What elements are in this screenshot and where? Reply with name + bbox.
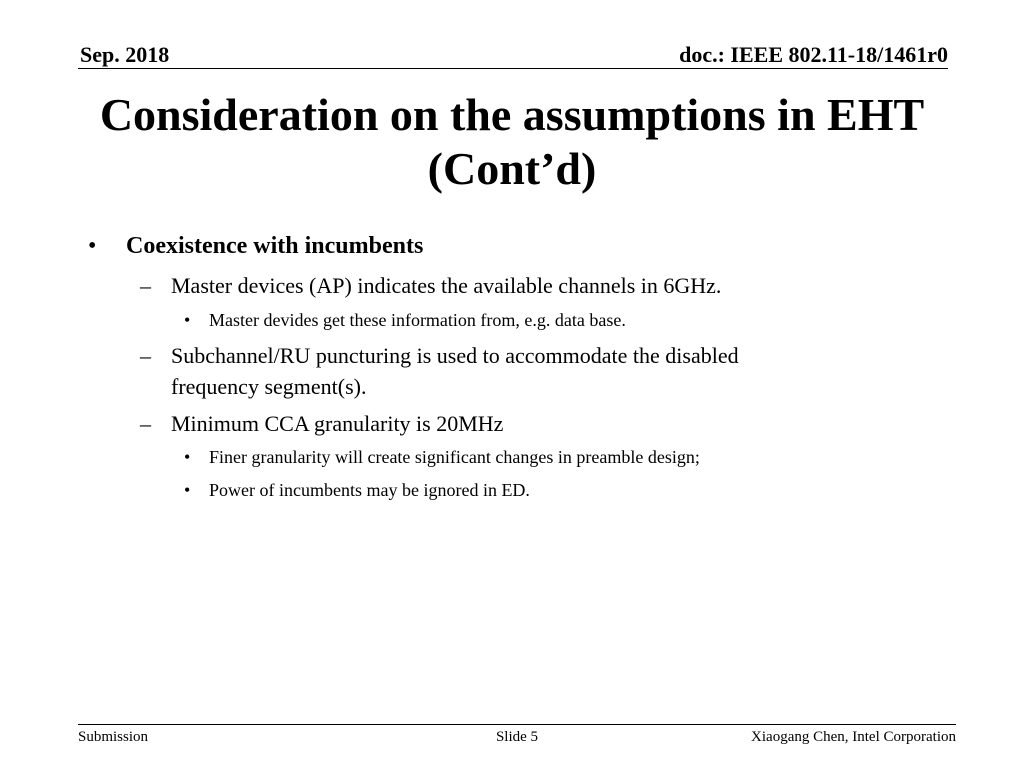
detail-bullet-text: Finer granularity will create significant changes in preamble design; bbox=[209, 447, 700, 467]
slide-title-line-1: Consideration on the assumptions in EHT bbox=[99, 89, 925, 140]
bullet-text: Coexistence with incumbents bbox=[126, 233, 424, 259]
header-date: Sep. 2018 bbox=[80, 42, 170, 67]
footer-slide-number: Slide 5 bbox=[495, 729, 539, 745]
header-doc-id: doc.: IEEE 802.11-18/1461r0 bbox=[679, 42, 948, 67]
sub-bullet-text: Subchannel/RU puncturing is used to accommodate the disabled bbox=[171, 343, 739, 368]
footer-submission: Submission bbox=[78, 729, 149, 745]
footer-divider bbox=[78, 724, 956, 725]
dash-marker: – bbox=[140, 411, 151, 436]
footer-author: Xiaogang Chen, Intel Corporation bbox=[751, 729, 956, 745]
dash-marker: – bbox=[140, 343, 151, 368]
sub-bullet-text: Minimum CCA granularity is 20MHz bbox=[171, 411, 504, 436]
sub-bullet-text-continuation: frequency segment(s). bbox=[171, 374, 367, 399]
dash-marker: – bbox=[140, 273, 151, 298]
slide-title bbox=[60, 88, 964, 196]
bullet-marker: • bbox=[184, 310, 191, 330]
bullet-marker: • bbox=[184, 480, 191, 500]
bullet-marker: • bbox=[88, 233, 97, 259]
slide-title-line-2: (Cont’d) bbox=[427, 143, 597, 194]
detail-bullet-text: Power of incumbents may be ignored in ED. bbox=[209, 480, 530, 500]
bullet-marker: • bbox=[184, 447, 191, 467]
sub-bullet-text: Master devices (AP) indicates the available channels in 6GHz. bbox=[171, 273, 722, 298]
detail-bullet-text: Master devides get these information from, e.g. data base. bbox=[209, 310, 626, 330]
header-divider bbox=[78, 68, 948, 69]
